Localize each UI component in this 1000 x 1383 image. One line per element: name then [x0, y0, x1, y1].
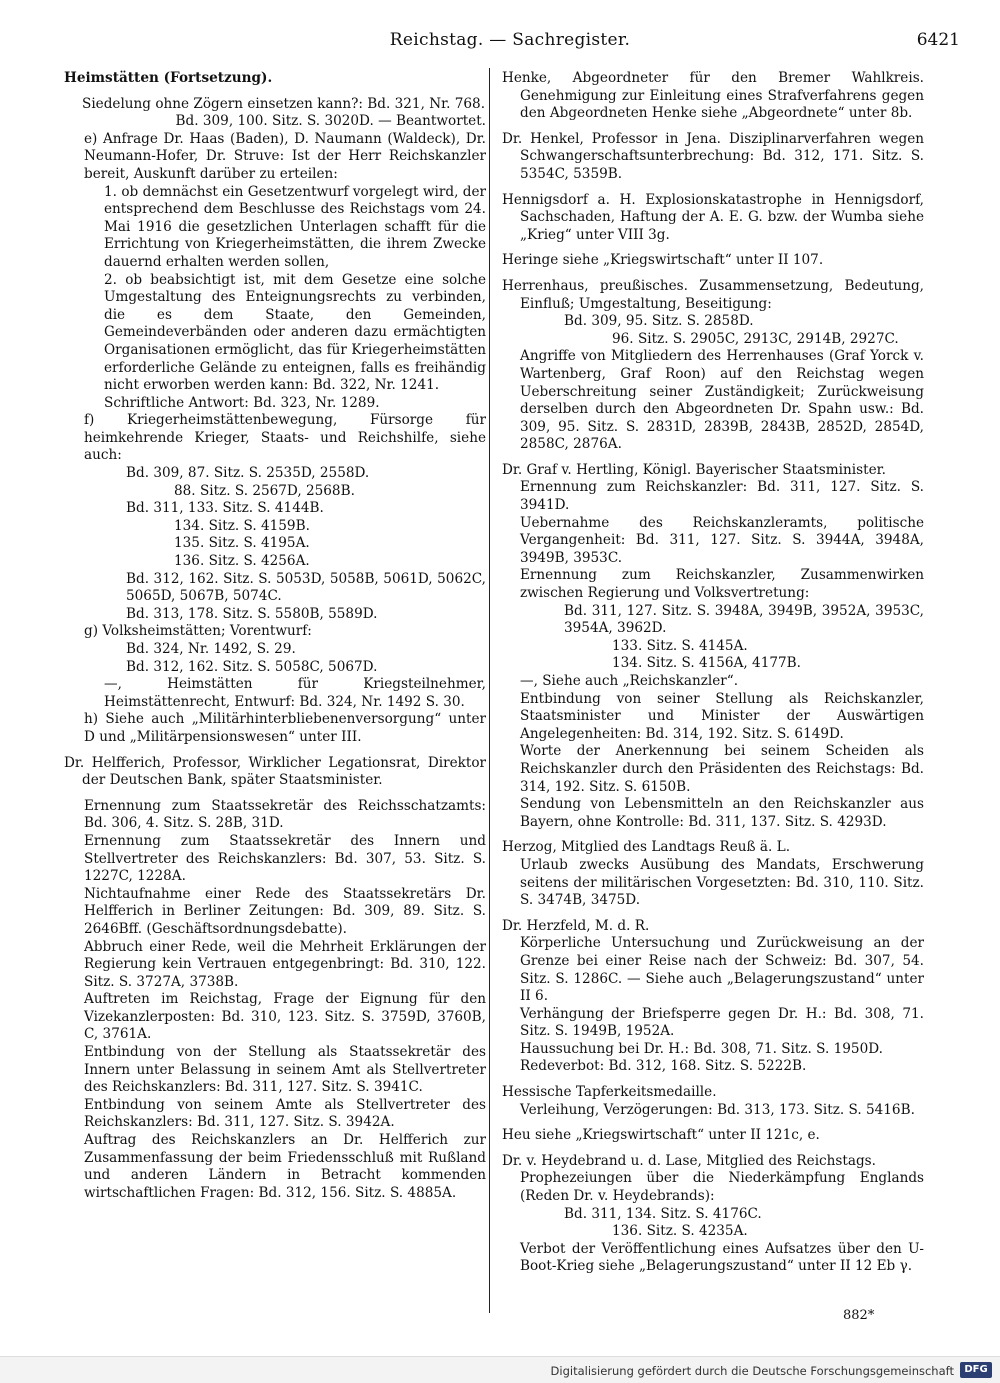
- page-header: [60, 30, 960, 56]
- index-line: Entbindung von der Stellung als Staatssekretär des Innern unter Belassung in seinem Amt als Stellvertreter des Reichskanzlers: Bd. 311, 127. Sitz. S. 3941C.: [84, 1044, 486, 1096]
- index-line: 135. Sitz. S. 4195A.: [174, 535, 310, 552]
- column-divider: [489, 68, 490, 1313]
- entry-herzog: Herzog, Mitglied des Landtags Reuß ä. L.: [502, 839, 791, 856]
- index-line: Bd. 309, 87. Sitz. S. 2535D, 2558D.: [126, 465, 370, 482]
- index-line: Ernennung zum Reichskanzler, Zusammenwirken zwischen Regierung und Volksvertretung:: [520, 567, 924, 602]
- index-line: Bd. 309, 100. Sitz. S. 3020D. — Beantwortet.: [175, 113, 486, 130]
- index-line: e) Anfrage Dr. Haas (Baden), D. Naumann (Waldeck), Dr. Neumann-Hofer, Dr. Struve: Ist der Herr Reichskanzler bereit, Auskunft darüber zu erteilen:: [84, 130, 486, 182]
- index-line: Bd. 313, 178. Sitz. S. 5580B, 5589D.: [126, 605, 378, 622]
- page-number: 6421: [916, 30, 960, 50]
- entry-helfferich: Dr. Helfferich, Professor, Wirklicher Legationsrat, Direktor der Deutschen Bank, später Staatsminister.: [64, 754, 486, 789]
- entry-hessische-tapferkeitsmedaille: Hessische Tapferkeitsmedaille.: [502, 1084, 717, 1101]
- entry-henkel: Dr. Henkel, Professor in Jena. Disziplinarverfahren wegen Schwangerschaftsunterbrechung: Bd. 312, 171. Sitz. S. 5354C, 5359B.: [502, 130, 924, 182]
- right-column: [502, 70, 924, 1276]
- index-line: Worte der Anerkennung bei seinem Scheiden als Reichskanzler durch den Präsidenten des Reichstags: Bd. 314, 192. Sitz. S. 6150B.: [520, 743, 924, 795]
- index-line: 134. Sitz. S. 4159B.: [174, 517, 310, 534]
- footer-bar: [0, 1356, 1000, 1383]
- index-line: Urlaub zwecks Ausübung des Mandats, Erschwerung seitens der militärischen Vorgesetzten: Bd. 310, 110. Sitz. S. 3474B, 3475D.: [520, 856, 924, 909]
- index-line: Angriffe von Mitgliedern des Herrenhauses (Graf Yorck v. Wartenberg, Graf Roon) auf den Reichstag wegen Ueberschreitung seiner Zuständigkeit; Zurückweisung derselben durch den Abgeordneten Dr. Spahn usw.: Bd. 309, 95. Sitz. S. 2831D, 2839B, 2843B, 2852D, 2854D, 2858C, 2876A.: [520, 348, 924, 453]
- entry-hennigsdorf: Hennigsdorf a. H. Explosionskatastrophe in Hennigsdorf, Sachschaden, Haftung der A. E. G. bzw. der Wumba siehe „Krieg“ unter VIII 3g.: [502, 191, 924, 243]
- index-line: Ernennung zum Reichskanzler: Bd. 311, 127. Sitz. S. 3941D.: [520, 479, 924, 514]
- index-line: Abbruch einer Rede, weil die Mehrheit Erklärungen der Regierung kein Vertrauen entgegenbringt: Bd. 310, 122. Sitz. S. 3727A, 3738B.: [84, 938, 486, 990]
- running-head: Reichstag. — Sachregister.: [389, 30, 631, 50]
- index-line: 2. ob beabsichtigt ist, mit dem Gesetze eine solche Umgestaltung des Enteignungsrechts zu verbinden, die es dem Staate, den Gemeinden, Gemeindeverbänden oder anderen dazu ermächtigten Organisationen ermöglicht, das für Kriegerheimstätten erforderliche Gelände zu enteignen, falls es freihändig nicht erworben werden kann: Bd. 322, Nr. 1241.: [104, 271, 486, 394]
- index-line: Prophezeiungen über die Niederkämpfung Englands (Reden Dr. v. Heydebrands):: [520, 1170, 924, 1205]
- index-line: Ernennung zum Staatssekretär des Innern und Stellvertreter des Reichskanzlers: Bd. 307, 53. Sitz. S. 1227C, 1228A.: [84, 832, 486, 885]
- index-line: Entbindung von seinem Amte als Stellvertreter des Reichskanzlers: Bd. 311, 127. Sitz. S. 3942A.: [84, 1096, 486, 1131]
- index-line: Siedelung ohne Zögern einsetzen kann?: Bd. 321, Nr. 768.: [82, 95, 486, 112]
- index-line: Auftrag des Reichskanzlers an Dr. Helfferich zur Zusammenfassung der beim Friedensschluß mit Rußland und anderen Ländern in Betracht kommenden wirtschaftlichen Fragen: Bd. 312, 156. Sitz. S. 4885A.: [84, 1132, 486, 1201]
- index-line: 134. Sitz. S. 4156A, 4177B.: [612, 655, 801, 672]
- index-line: Verleihung, Verzögerungen: Bd. 313, 173. Sitz. S. 5416B.: [520, 1101, 915, 1118]
- footer-text: Digitalisierung gefördert durch die Deutsche Forschungsgemeinschaft: [550, 1364, 954, 1378]
- entry-henke: Henke, Abgeordneter für den Bremer Wahlkreis. Genehmigung zur Einleitung eines Strafverfahrens gegen den Abgeordneten Henke siehe „Abgeordnete“ unter 8b.: [502, 70, 924, 122]
- index-line: 136. Sitz. S. 4256A.: [174, 553, 310, 570]
- entry-herrenhaus: Herrenhaus, preußisches. Zusammensetzung, Bedeutung, Einfluß; Umgestaltung, Beseitigung:: [502, 277, 924, 312]
- index-line: Bd. 311, 134. Sitz. S. 4176C.: [564, 1205, 762, 1222]
- index-line: Ernennung zum Staatssekretär des Reichsschatzamts: Bd. 306, 4. Sitz. S. 28B, 31D.: [84, 797, 486, 832]
- index-line: 133. Sitz. S. 4145A.: [612, 637, 748, 654]
- index-line: Redeverbot: Bd. 312, 168. Sitz. S. 5222B.: [520, 1058, 807, 1075]
- index-line: Körperliche Untersuchung und Zurückweisung an der Grenze bei einer Reise nach der Schweiz: Bd. 307, 54. Sitz. S. 1286C. — Siehe auch „Belagerungszustand“ unter II 6.: [520, 935, 924, 1005]
- index-line: Bd. 311, 127. Sitz. S. 3948A, 3949B, 3952A, 3953C, 3954A, 3962D.: [564, 602, 924, 637]
- entry-heydebrand: Dr. v. Heydebrand u. d. Lase, Mitglied des Reichstags.: [502, 1152, 876, 1169]
- index-line: h) Siehe auch „Militärhinterbliebenenversorgung“ unter D und „Militärpensionswesen“ unter III.: [84, 711, 486, 745]
- index-line: —, Heimstätten für Kriegsteilnehmer, Heimstättenrecht, Entwurf: Bd. 324, Nr. 1492 S. 30.: [104, 676, 486, 710]
- index-line: Bd. 312, 162. Sitz. S. 5053D, 5058B, 5061D, 5062C, 5065D, 5067B, 5074C.: [126, 570, 486, 605]
- entry-herzfeld: Dr. Herzfeld, M. d. R.: [502, 917, 650, 934]
- index-line: g) Volksheimstätten; Vorentwurf:: [84, 623, 312, 640]
- entry-heimstaetten: Heimstätten (Fortsetzung).: [64, 70, 273, 86]
- dfg-logo: DFG: [960, 1362, 992, 1378]
- index-line: —, Siehe auch „Reichskanzler“.: [520, 673, 739, 689]
- entry-heu: Heu siehe „Kriegswirtschaft“ unter II 121c, e.: [502, 1127, 820, 1144]
- index-line: Auftreten im Reichstag, Frage der Eignung für den Vizekanzlerposten: Bd. 310, 123. Sitz. S. 3759D, 3760B, C, 3761A.: [84, 991, 486, 1043]
- index-line: Bd. 309, 95. Sitz. S. 2858D.: [564, 313, 754, 330]
- index-line: Sendung von Lebensmitteln an den Reichskanzler aus Bayern, ohne Kontrolle: Bd. 311, 137. Sitz. S. 4293D.: [520, 796, 924, 830]
- index-line: Uebernahme des Reichskanzleramts, politische Vergangenheit: Bd. 311, 127. Sitz. S. 3944A, 3948A, 3949B, 3953C.: [520, 514, 924, 566]
- index-line: Nichtaufnahme einer Rede des Staatssekretärs Dr. Helfferich in Berliner Zeitungen: Bd. 309, 89. Sitz. S. 2646Bff. (Geschäftsordnungsdebatte).: [84, 885, 486, 937]
- index-line: Haussuchung bei Dr. H.: Bd. 308, 71. Sitz. S. 1950D.: [520, 1040, 883, 1057]
- index-line: 96. Sitz. S. 2905C, 2913C, 2914B, 2927C.: [612, 330, 899, 347]
- left-column: [64, 70, 486, 1202]
- index-line: f) Kriegerheimstättenbewegung, Fürsorge für heimkehrende Krieger, Staats- und Reichshilfe, siehe auch:: [84, 412, 486, 464]
- index-line: 1. ob demnächst ein Gesetzentwurf vorgelegt wird, der entsprechend dem Beschlusse des Reichstags vom 24. Mai 1916 die gesetzlichen Unterlagen schafft für die Errichtung von Kriegerheimstätten, die ihrem Zwecke dauernd erhalten werden sollen,: [104, 183, 486, 270]
- entry-heading: [64, 70, 486, 88]
- index-line: Bd. 324, Nr. 1492, S. 29.: [126, 641, 296, 657]
- index-line: Verbot der Veröffentlichung eines Aufsatzes über den U-Boot-Krieg siehe „Belagerungszustand“ unter II 12 Eb γ.: [520, 1240, 924, 1275]
- index-line: 136. Sitz. S. 4235A.: [612, 1223, 748, 1240]
- entry-hertling: Dr. Graf v. Hertling, Königl. Bayerischer Staatsminister.: [502, 461, 886, 478]
- entry-heringe: Heringe siehe „Kriegswirtschaft“ unter II 107.: [502, 252, 824, 269]
- index-line: 88. Sitz. S. 2567D, 2568B.: [174, 482, 355, 499]
- index-line: Entbindung von seiner Stellung als Reichskanzler, Staatsminister und Minister der Auswärtigen Angelegenheiten: Bd. 314, 192. Sitz. S. 6149D.: [520, 690, 924, 742]
- index-line: Verhängung der Briefsperre gegen Dr. H.: Bd. 308, 71. Sitz. S. 1949B, 1952A.: [520, 1005, 924, 1040]
- signature-mark: 882*: [843, 1308, 875, 1323]
- index-line: Bd. 312, 162. Sitz. S. 5058C, 5067D.: [126, 658, 378, 675]
- index-line: Schriftliche Antwort: Bd. 323, Nr. 1289.: [104, 394, 380, 411]
- index-line: Bd. 311, 133. Sitz. S. 4144B.: [126, 500, 324, 517]
